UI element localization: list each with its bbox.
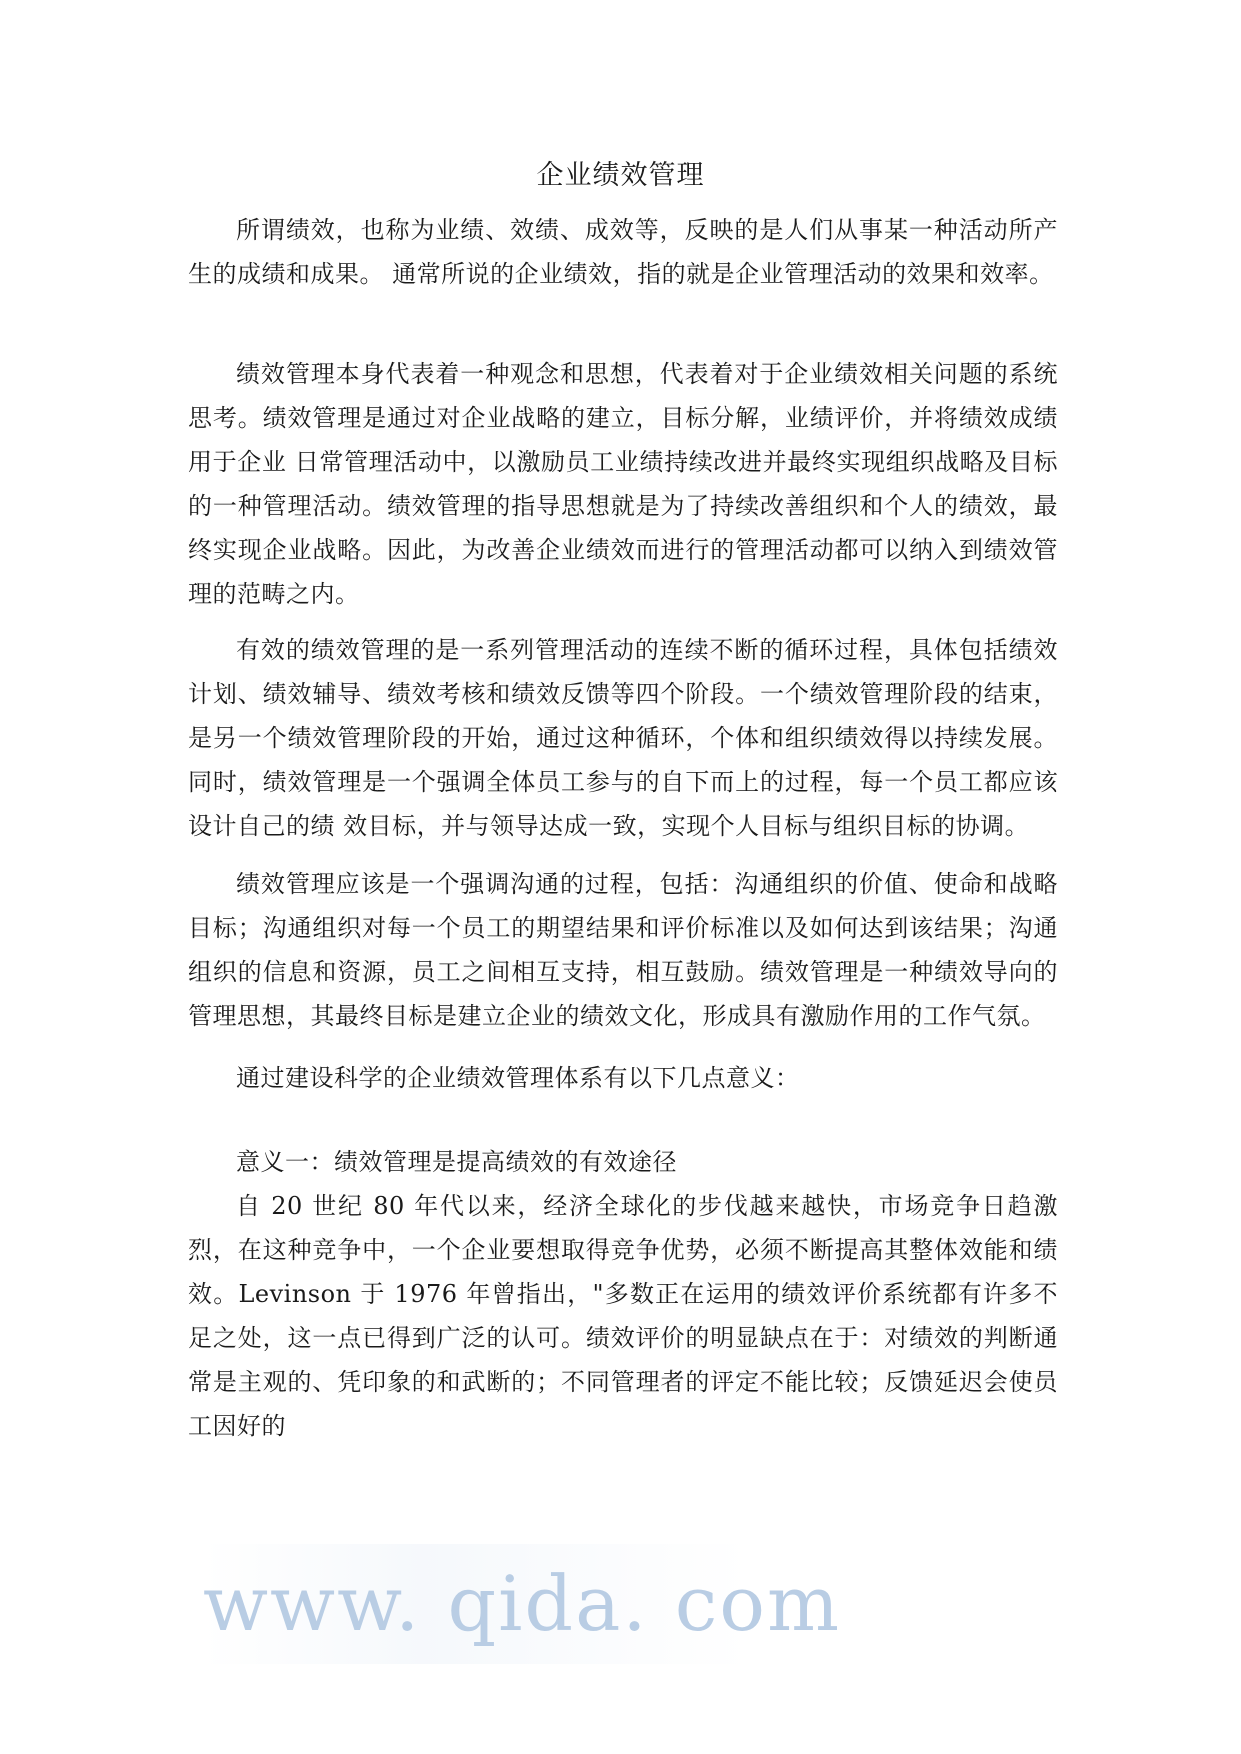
- paragraph-2: 绩效管理本身代表着一种观念和思想，代表着对于企业绩效相关问题的系统思考。绩效管理是通过对企业战略的建立，目标分解，业绩评价，并将绩效成绩用于企业 日常管理活动中，以激励员工业绩持续改进并最终实现组织战略及目标的一种管理活动。绩效管理的指导思想就是为了持续改善组织和个人的绩效，最终实现企业战略。因此，为改善企业绩效而进行的管理活动都可以纳入到绩效管理的范畴之内。: [188, 360, 1058, 608]
- document-body: [188, 862, 1058, 1038]
- paragraph-4: 绩效管理应该是一个强调沟通的过程，包括：沟通组织的价值、使命和战略目标；沟通组织对每一个员工的期望结果和评价标准以及如何达到该结果；沟通组织的信息和资源，员工之间相互支持，相互鼓励。绩效管理是一种绩效导向的管理思想，其最终目标是建立企业的绩效文化，形成具有激励作用的工作气氛。: [188, 870, 1058, 1030]
- watermark-logo: www. qida. com: [203, 1544, 749, 1664]
- document-body: [188, 208, 1058, 296]
- paragraph-1: 所谓绩效，也称为业绩、效绩、成效等，反映的是人们从事某一种活动所产生的成绩和成果。 通常所说的企业绩效，指的就是企业管理活动的效果和效率。: [188, 216, 1058, 288]
- section-heading: 意义一：绩效管理是提高绩效的有效途径: [236, 1148, 677, 1176]
- paragraph-3: 有效的绩效管理的是一系列管理活动的连续不断的循环过程，具体包括绩效计划、绩效辅导、绩效考核和绩效反馈等四个阶段。一个绩效管理阶段的结束，是另一个绩效管理阶段的开始，通过这种循环，个体和组织绩效得以持续发展。同时，绩效管理是一个强调全体员工参与的自下而上的过程，每一个员工都应该设计自己的绩 效目标，并与领导达成一致，实现个人目标与组织目标的协调。: [188, 636, 1058, 840]
- paragraph-5: 通过建设科学的企业绩效管理体系有以下几点意义：: [236, 1064, 800, 1092]
- section-paragraph: 自 20 世纪 80 年代以来，经济全球化的步伐越来越快，市场竞争日趋激烈，在这种竞争中，一个企业要想取得竞争优势，必须不断提高其整体效能和绩效。Levinson 于 1976 年曾指出，"多数正在运用的绩效评价系统都有许多不足之处，这一点已得到广泛的认可。绩效评价的明显缺点在于：对绩效的判断通常是主观的、凭印象的和武断的；不同管理者的评定不能比较；反馈延迟会使员工因好的: [188, 1192, 1058, 1440]
- document-body: [188, 1140, 1058, 1448]
- document-body: [188, 352, 1058, 616]
- document-body: [188, 1056, 1058, 1100]
- document-body: [188, 628, 1058, 848]
- page-title: 企业绩效管理: [536, 160, 705, 191]
